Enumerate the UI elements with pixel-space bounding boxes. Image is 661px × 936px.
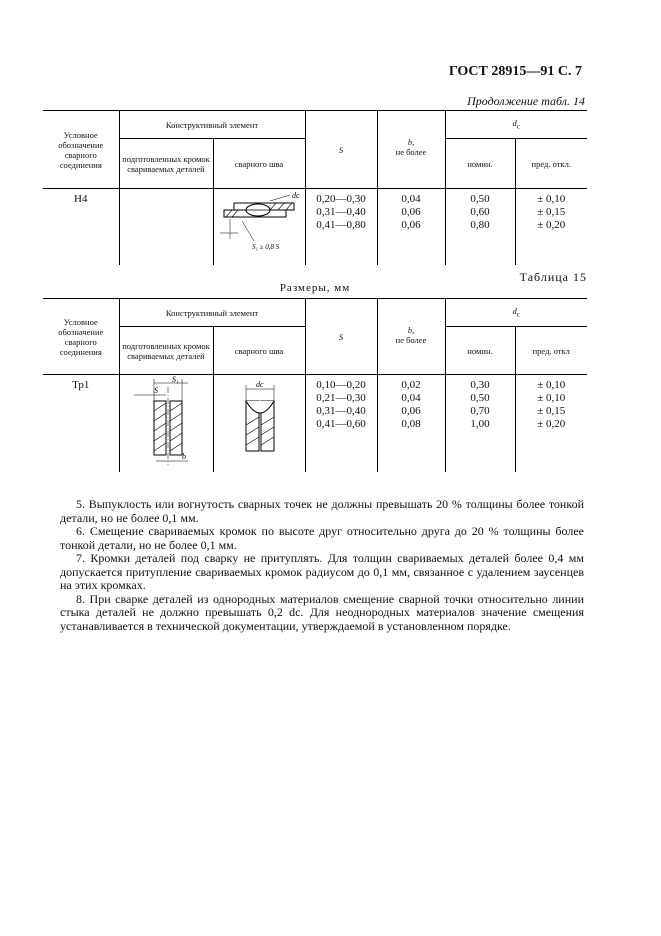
header-construct: Конструктивный элемент — [119, 299, 305, 327]
header-construct: Конструктивный элемент — [119, 111, 305, 139]
header-nom: номин. — [445, 139, 515, 189]
fig-dc-label: dc — [291, 191, 300, 200]
fig-s1-label: S₁ — [171, 375, 179, 384]
weld-figure-tr1 — [213, 375, 305, 473]
fig-dc-label: dc — [255, 380, 264, 389]
fig-s-label: S — [153, 386, 158, 395]
fig-b-label: b — [181, 452, 186, 461]
header-s: S — [305, 111, 377, 189]
cell-s: 0,20—0,30 0,31—0,40 0,41—0,80 — [305, 189, 377, 265]
table-15-label: Таблица 15 — [519, 270, 587, 284]
cell-s: 0,10—0,20 0,21—0,30 0,31—0,40 0,41—0,60 — [305, 375, 377, 473]
cell-nom: 0,30 0,50 0,70 1,00 — [445, 375, 515, 473]
page-header: ГОСТ 28915—91 С. 7 — [448, 64, 582, 79]
cell-tol: ± 0,10 ± 0,10 ± 0,15 ± 0,20 — [515, 375, 587, 473]
cell-designation: Н4 — [74, 193, 88, 205]
header-prepared: подготовленных кромок свариваемых деталей — [119, 139, 213, 189]
table-14 — [43, 110, 587, 265]
paragraph-6: 6. Смещение свариваемых кромок по высоте друг относительно друга до 20 % толщины более тонкой детали, но не более 0,1 мм. — [60, 524, 584, 552]
prep-figure-tr1 — [119, 375, 213, 473]
header-tol: пред. откл. — [515, 139, 587, 189]
table-15 — [43, 298, 587, 472]
header-s: S — [305, 299, 377, 375]
fig-formula: S₁ ≥ 0,8 S — [251, 243, 279, 251]
header-dc: $d_c$ — [445, 111, 587, 139]
cell-designation: Тр1 — [72, 379, 90, 391]
header-nom: номин. — [445, 327, 515, 375]
cell-b: 0,02 0,04 0,06 0,08 — [377, 375, 445, 473]
paragraph-8: 8. При сварке деталей из однородных материалов смещение сварной точки относительно линии стыка деталей не должно превышать 0,2 dc. Для неоднородных материалов значение смещения устанавливается в технической документации, утверждаемой в установленном порядке. — [60, 591, 584, 633]
table-continuation-label: Продолжение табл. 14 — [467, 94, 585, 108]
cell-nom: 0,50 0,60 0,80 — [445, 189, 515, 265]
header-dc: $d_c$ — [445, 299, 587, 327]
requirements-text — [60, 498, 584, 633]
sizes-label: Размеры, мм — [279, 282, 351, 294]
header-b: b, не более — [377, 111, 445, 189]
header-designation: Условное обозначение сварного соединения — [43, 299, 119, 375]
cell-b: 0,04 0,06 0,06 — [377, 189, 445, 265]
paragraph-7: 7. Кромки деталей под сварку не притуплять. Для толщин свариваемых деталей более 0,4 мм допускается притупление свариваемых кромок радиусом до 0,1 мм, связанное с удалением заусенцев на этих кромках. — [60, 551, 584, 592]
header-b: b, не более — [377, 299, 445, 375]
weld-figure-h4 — [213, 189, 305, 265]
header-tol: пред. откл — [515, 327, 587, 375]
header-prepared: подготовленных кромок свариваемых деталей — [119, 327, 213, 375]
header-designation: Условное обозначение сварного соединения — [43, 111, 119, 189]
cell-tol: ± 0,10 ± 0,15 ± 0,20 — [515, 189, 587, 265]
paragraph-5: 5. Выпуклость или вогнутость сварных точек не должны превышать 20 % толщины более тонкой детали, но не более 0,1 мм. — [60, 497, 584, 525]
header-weld: сварного шва — [213, 139, 305, 189]
header-weld: сварного шва — [213, 327, 305, 375]
